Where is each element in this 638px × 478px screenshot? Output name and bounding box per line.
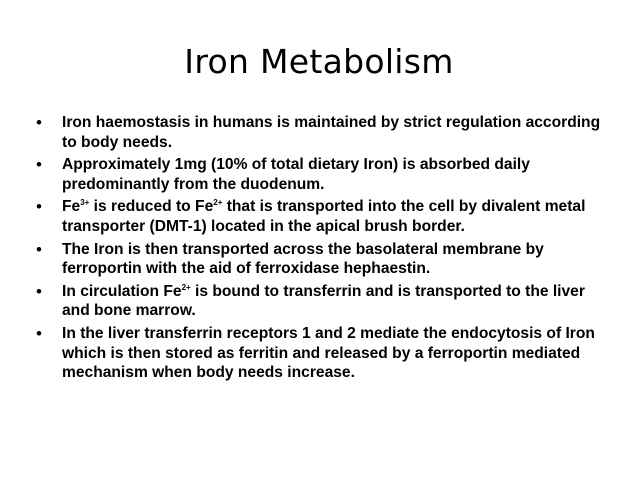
superscript-charge: 2+ (213, 198, 223, 208)
bullet-icon: • (36, 155, 42, 175)
bullet-text-mid: is reduced to Fe (89, 198, 214, 216)
bullet-text: Approximately 1mg (10% of total dietary Iron) is absorbed daily predominantly from the duodenum. (62, 156, 530, 193)
superscript-charge: 2+ (181, 282, 191, 292)
bullet-text-post: is bound to transferrin and is transported to the liver and bone marrow. (62, 282, 585, 320)
slide-title: Iron Metabolism (184, 42, 454, 81)
bullet-icon: • (36, 323, 42, 343)
bullet-item-5 (36, 282, 604, 321)
bullet-list (36, 113, 604, 386)
bullet-icon: • (36, 197, 42, 217)
bullet-text-pre: In circulation Fe (62, 282, 182, 300)
bullet-icon: • (36, 239, 42, 259)
bullet-icon: • (36, 281, 42, 301)
bullet-icon: • (36, 113, 42, 132)
bullet-text: The Iron is then transported across the basolateral membrane by ferroportin with the aid of ferroxidase hephaestin. (62, 240, 544, 278)
bullet-item-4 (36, 240, 604, 279)
bullet-item-1 (36, 113, 604, 152)
bullet-item-6 (36, 324, 604, 383)
bullet-text: In the liver transferrin receptors 1 and 2 mediate the endocytosis of Iron which is then stored as ferritin and released by a ferroportin mediated mechanism when body needs increase. (62, 324, 595, 382)
bullet-text-pre: Fe (62, 198, 81, 216)
bullet-item-3 (36, 197, 604, 236)
superscript-charge: 3+ (80, 198, 90, 208)
bullet-item-2 (36, 155, 604, 194)
bullet-text-post: that is transported into the cell by divalent metal transporter (DMT-1) located in the apical brush border. (62, 198, 586, 235)
bullet-text: Iron haemostasis in humans is maintained by strict regulation according to body needs. (62, 114, 601, 151)
